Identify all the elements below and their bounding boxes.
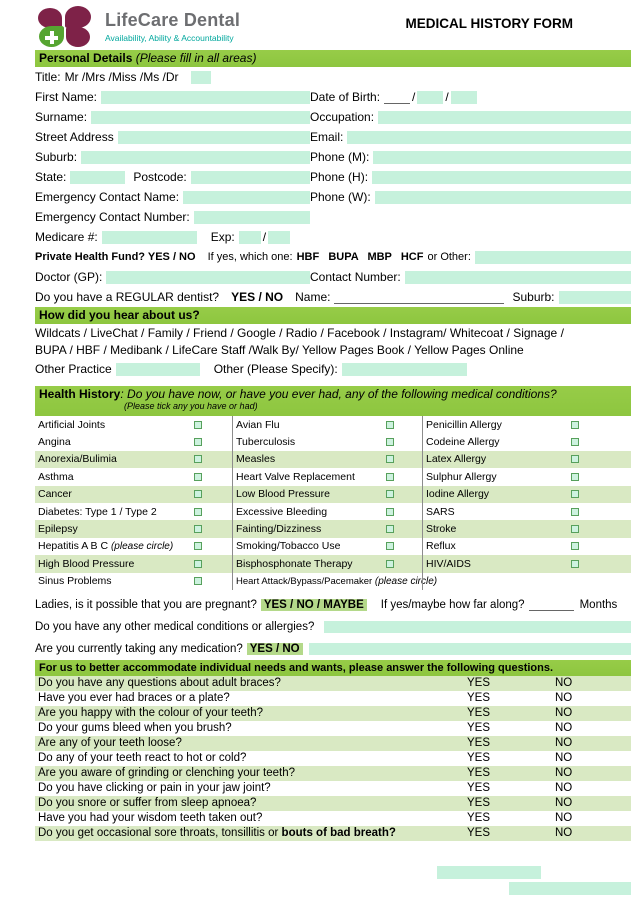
phone-mobile-field[interactable] [373,151,631,164]
other-practice-label: Other Practice [35,362,112,376]
question-text: Do you have any questions about adult braces? [38,677,281,690]
condition-label: Excessive Bleeding [236,505,328,518]
condition-label: Latex Allergy [426,453,487,466]
question-text: Do you get occasional sore throats, tonsillitis or bouts of bad breath? [38,827,396,840]
section-tick-note: (Please tick any you have or had) [124,401,258,411]
dentist-name-label: Name: [295,290,331,304]
condition-row [35,555,631,572]
hear-options-line-2[interactable]: BUPA / HBF / Medibank / LifeCare Staff /Walk By/ Yellow Pages Book / Yellow Pages Online [35,342,524,357]
medication-options[interactable]: YES / NO [247,643,303,655]
emergency-contact-name-label: Emergency Contact Name: [35,190,180,204]
section-individual-needs [35,660,631,676]
section-health-history [35,386,631,416]
condition-label: Measles [236,453,276,466]
checkbox[interactable] [194,455,202,463]
surname-occupation-row [35,107,631,127]
phone-work-label: Phone (W): [310,190,371,204]
checkbox[interactable] [386,455,394,463]
yes-option[interactable]: YES [467,782,491,795]
checkbox[interactable] [194,525,202,533]
suburb-label: Suburb: [35,150,78,164]
health-fund-other-field[interactable] [475,251,631,264]
doctor-gp-label: Doctor (GP): [35,270,103,284]
question-row [35,796,631,811]
brand-tagline: Availability, Ability & Accountability [105,33,234,43]
yes-option[interactable]: YES [467,677,491,690]
suburb-phonem-row [35,147,631,167]
health-fund-row [35,247,631,267]
checkbox[interactable] [194,542,202,550]
condition-label: Penicillin Allergy [426,418,502,431]
conditions-table [35,416,631,590]
section-subtitle: : Do you have now, or have you ever had, any of the following medical conditions? [120,387,557,401]
section-title: Health History [39,387,121,401]
condition-label: Cancer [38,488,72,501]
emergency-contact-name-field[interactable] [183,191,310,204]
pregnancy-followup-label: If yes/maybe how far along? [380,598,525,611]
condition-row [35,433,631,450]
header [35,0,631,50]
medication-row [35,638,631,660]
no-option[interactable]: NO [555,737,573,750]
no-option[interactable]: NO [555,812,573,825]
yes-option[interactable]: YES [467,752,491,765]
street-address-label: Street Address [35,130,114,144]
emergency-name-row [35,187,631,207]
condition-label: Epilepsy [38,523,78,536]
section-title: How did you hear about us? [39,308,200,322]
doctor-row [35,267,631,287]
email-field[interactable] [347,131,631,144]
no-option[interactable]: NO [555,707,573,720]
lifecare-dental-logo-icon [35,6,97,48]
checkbox[interactable] [571,508,579,516]
question-row [35,781,631,796]
health-fund-question[interactable]: Private Health Fund? YES / NO [35,251,196,263]
pregnancy-months-field[interactable] [529,598,574,611]
medication-question: Are you currently taking any medication? [35,642,243,655]
checkbox[interactable] [386,525,394,533]
medical-cross-icon [45,31,58,44]
doctor-gp-field[interactable] [106,271,310,284]
yes-option[interactable]: YES [467,767,491,780]
checkbox[interactable] [386,560,394,568]
expiry-year-field[interactable] [268,231,290,244]
question-text: Have you had your wisdom teeth taken out? [38,812,263,825]
title-field[interactable] [191,71,211,84]
checkbox[interactable] [571,473,579,481]
section-title: For us to better accommodate individual needs and wants, please answer the following questions. [39,661,554,674]
suburb-field[interactable] [81,151,310,164]
logo-petal-icon [65,6,91,28]
brand-block [105,6,240,43]
dob-month-field[interactable] [417,91,443,104]
checkbox[interactable] [386,473,394,481]
yes-option[interactable]: YES [467,722,491,735]
condition-row [35,468,631,485]
checkbox[interactable] [571,455,579,463]
condition-row [35,486,631,503]
pregnancy-question: Ladies, is it possible that you are pregnant? [35,598,257,611]
expiry-month-field[interactable] [239,231,261,244]
checkbox[interactable] [386,542,394,550]
condition-row [35,520,631,537]
yes-option[interactable]: YES [467,737,491,750]
emergency-contact-number-field[interactable] [194,211,310,224]
logo-petal-icon [38,8,62,28]
yes-option[interactable]: YES [467,827,491,840]
pregnancy-options[interactable]: YES / NO / MAYBE [261,599,367,611]
condition-label: Sinus Problems [38,575,112,588]
title-options[interactable]: Mr /Mrs /Miss /Ms /Dr [64,70,179,84]
phone-work-field[interactable] [375,191,631,204]
condition-label: Anorexia/Bulimia [38,453,117,466]
email-label: Email: [310,130,344,144]
condition-label: Tuberculosis [236,436,296,449]
checkbox[interactable] [194,490,202,498]
yes-option[interactable]: YES [467,812,491,825]
no-option[interactable]: NO [555,827,573,840]
other-conditions-field[interactable] [324,621,631,633]
condition-row [35,573,631,590]
title-label: Title: [35,70,61,84]
question-text: Have you ever had braces or a plate? [38,692,230,705]
condition-label: Bisphosphonate Therapy [236,557,353,570]
checkbox[interactable] [194,577,202,585]
first-name-label: First Name: [35,90,98,104]
dob-separator: / [412,90,416,104]
question-row [35,766,631,781]
section-title: Personal Details [39,51,136,65]
no-option[interactable]: NO [555,692,573,705]
question-row [35,691,631,706]
condition-label: Smoking/Tobacco Use [236,540,341,553]
other-specify-field[interactable] [342,363,467,376]
condition-label: Low Blood Pressure [236,488,330,501]
pregnancy-months-label: Months [579,598,618,611]
other-specify-label: Other (Please Specify): [213,362,338,376]
no-option[interactable]: NO [555,677,573,690]
dob-year-field[interactable] [451,91,477,104]
checkbox[interactable] [194,438,202,446]
phone-home-label: Phone (H): [310,170,369,184]
postcode-field[interactable] [191,171,310,184]
condition-row [35,503,631,520]
section-personal-details [35,50,631,67]
hear-options-line-1[interactable]: Wildcats / LiveChat / Family / Friend / Google / Radio / Facebook / Instagram/ Whitecoat / Signage / [35,325,564,340]
footer-field-1[interactable] [437,866,541,879]
doctor-contact-field[interactable] [405,271,631,284]
question-text: Do any of your teeth react to hot or cold? [38,752,247,765]
condition-label: High Blood Pressure [38,557,135,570]
condition-label: HIV/AIDS [426,557,471,570]
condition-label: Stroke [426,523,457,536]
dob-label: Date of Birth: [310,90,381,104]
title-row [35,67,631,87]
yes-option[interactable]: YES [467,692,491,705]
state-phoneh-row [35,167,631,187]
no-option[interactable]: NO [555,767,573,780]
health-fund-which-label: If yes, which one: [207,251,293,263]
question-text: Are you happy with the colour of your teeth? [38,707,264,720]
dentist-suburb-label: Suburb: [512,290,555,304]
questions-list [35,676,631,841]
condition-row [35,416,631,433]
occupation-label: Occupation: [310,110,375,124]
expiry-separator: / [262,230,267,244]
condition-label: Diabetes: Type 1 / Type 2 [38,505,157,518]
surname-field[interactable] [91,111,310,124]
brand-name: LifeCare Dental [105,10,241,30]
question-row [35,676,631,691]
dob-day-field[interactable] [384,91,410,104]
street-email-row [35,127,631,147]
question-text: Are any of your teeth loose? [38,737,182,750]
medication-field[interactable] [309,643,631,655]
dentist-suburb-field[interactable] [559,291,632,304]
condition-row [35,538,631,555]
medicare-row [35,227,631,247]
checkbox[interactable] [571,421,579,429]
emergency-contact-number-label: Emergency Contact Number: [35,210,190,224]
condition-label: Iodine Allergy [426,488,490,501]
condition-label: Avian Flu [236,418,280,431]
doctor-contact-label: Contact Number: [310,270,401,284]
condition-label: Fainting/Dizziness [236,523,322,536]
section-note: (Please fill in all areas) [135,51,257,65]
other-conditions-row [35,616,631,638]
section-hear-about-us [35,307,631,324]
no-option[interactable]: NO [555,797,573,810]
first-name-field[interactable] [101,91,310,104]
question-row [35,811,631,826]
medicare-label: Medicare #: [35,230,98,244]
condition-label: Angina [38,436,71,449]
postcode-label: Postcode: [133,170,187,184]
condition-label: Heart Attack/Bypass/Pacemaker (please circle) [236,575,438,587]
logo-petal-icon [66,27,90,47]
condition-label: Heart Valve Replacement [236,470,355,483]
surname-label: Surname: [35,110,88,124]
checkbox[interactable] [386,438,394,446]
checkbox[interactable] [571,542,579,550]
pregnancy-row [35,594,631,616]
regular-dentist-row [35,287,631,307]
question-text: Are you aware of grinding or clenching your teeth? [38,767,295,780]
checkbox[interactable] [571,438,579,446]
dob-separator: / [445,90,449,104]
condition-label: Reflux [426,540,456,553]
no-option[interactable]: NO [555,782,573,795]
yes-option[interactable]: YES [467,797,491,810]
checkbox[interactable] [571,490,579,498]
no-option[interactable]: NO [555,722,573,735]
phone-home-field[interactable] [372,171,631,184]
dentist-name-field[interactable] [334,291,504,304]
question-row [35,826,631,841]
form-title: MEDICAL HISTORY FORM [405,16,573,31]
question-text: Do your gums bleed when you brush? [38,722,232,735]
expiry-label: Exp: [210,230,235,244]
emergency-number-row [35,207,631,227]
condition-label: Hepatitis A B C (please circle) [38,540,174,553]
condition-label: Asthma [38,470,74,483]
phone-mobile-label: Phone (M): [310,150,370,164]
checkbox[interactable] [571,560,579,568]
condition-row [35,451,631,468]
condition-label: Artificial Joints [38,418,106,431]
hear-other-row [35,358,631,380]
state-field[interactable] [70,171,125,184]
health-fund-options[interactable]: HBF BUPA MBP HCF [296,251,424,263]
checkbox[interactable] [194,473,202,481]
condition-label: SARS [426,505,455,518]
street-address-field[interactable] [118,131,310,144]
checkbox[interactable] [571,525,579,533]
question-row [35,721,631,736]
other-conditions-question: Do you have any other medical conditions or allergies? [35,620,315,633]
regular-dentist-options[interactable]: YES / NO [231,290,284,304]
health-fund-other-label: or Other: [427,251,471,263]
checkbox[interactable] [194,421,202,429]
question-row [35,736,631,751]
no-option[interactable]: NO [555,752,573,765]
occupation-field[interactable] [378,111,631,124]
checkbox[interactable] [194,560,202,568]
checkbox[interactable] [194,508,202,516]
yes-option[interactable]: YES [467,707,491,720]
other-practice-field[interactable] [116,363,200,376]
question-text: Do you have clicking or pain in your jaw joint? [38,782,271,795]
footer-field-2[interactable] [509,882,631,895]
question-row [35,751,631,766]
checkbox[interactable] [386,421,394,429]
name-dob-row [35,87,631,107]
condition-label: Sulphur Allergy [426,470,497,483]
checkbox[interactable] [386,490,394,498]
state-label: State: [35,170,67,184]
question-row [35,706,631,721]
question-text: Do you snore or suffer from sleep apnoea? [38,797,257,810]
condition-label: Codeine Allergy [426,436,500,449]
medicare-field[interactable] [102,231,197,244]
checkbox[interactable] [386,508,394,516]
regular-dentist-question: Do you have a REGULAR dentist? [35,290,220,304]
